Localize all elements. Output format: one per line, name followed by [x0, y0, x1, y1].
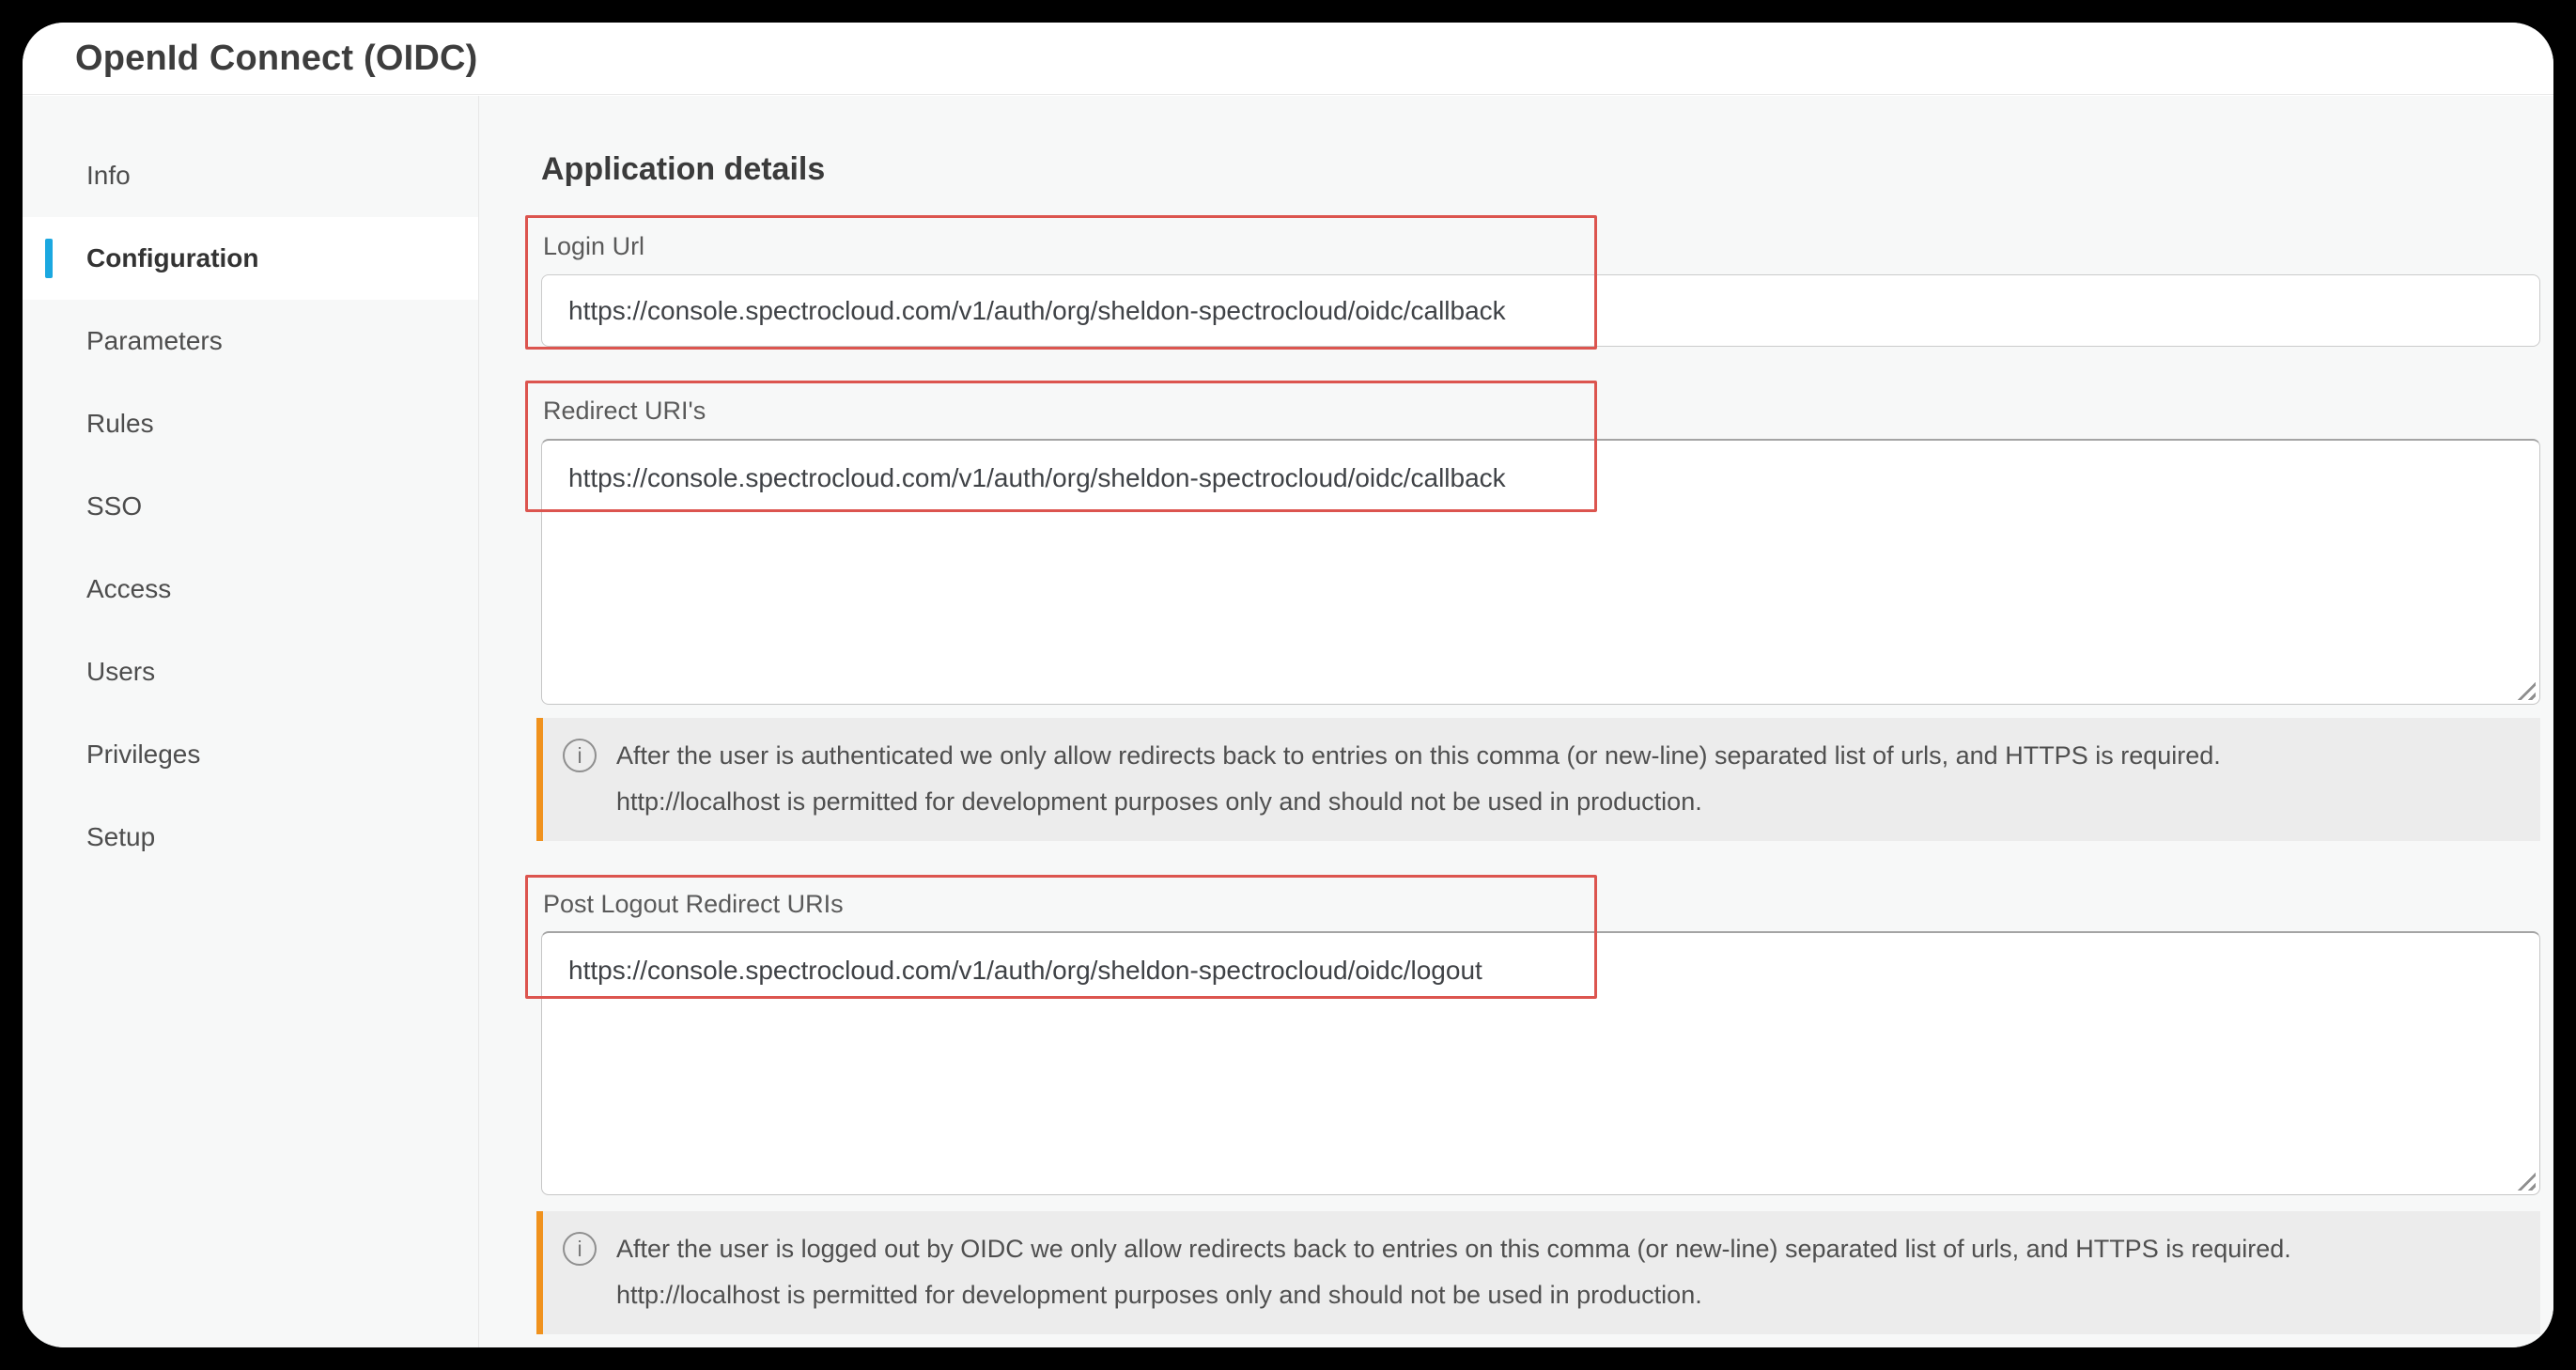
sidebar-item-label: Users [86, 657, 156, 686]
redirect-uris-label: Redirect URI's [543, 397, 706, 425]
post-logout-uris-field [541, 931, 2540, 1195]
sidebar [23, 96, 479, 1347]
sidebar-item-label: SSO [86, 491, 143, 521]
sidebar-item-users[interactable] [23, 631, 478, 713]
sidebar-item-parameters[interactable] [23, 300, 478, 382]
login-url-input[interactable] [541, 274, 2540, 347]
sidebar-item-access[interactable] [23, 548, 478, 631]
login-url-label: Login Url [543, 232, 645, 260]
sidebar-item-label: Rules [86, 409, 154, 438]
note-line-1: After the user is logged out by OIDC we only allow redirects back to entries on this comma (or new-line) separated list of urls, and HTTPS is required. [616, 1235, 2291, 1263]
sidebar-item-privileges[interactable] [23, 713, 478, 796]
oidc-settings-window [23, 23, 2553, 1347]
main-content [480, 96, 2553, 1347]
info-icon: i [563, 739, 597, 772]
redirect-uris-field [541, 439, 2540, 705]
note-line-2: http://localhost is permitted for development purposes only and should not be used in production. [616, 1281, 1702, 1309]
page-title: OpenId Connect (OIDC) [75, 38, 478, 78]
sidebar-item-setup[interactable] [23, 796, 478, 879]
title-bar [23, 23, 2553, 95]
info-icon: i [563, 1232, 597, 1266]
sidebar-item-label: Info [86, 161, 131, 190]
sidebar-item-info[interactable] [23, 134, 478, 217]
sidebar-item-rules[interactable] [23, 382, 478, 465]
sidebar-item-label: Setup [86, 822, 156, 851]
app-body [23, 96, 2553, 1347]
sidebar-item-label: Access [86, 574, 172, 603]
note-line-2: http://localhost is permitted for development purposes only and should not be used in production. [616, 787, 1702, 816]
sidebar-item-label: Configuration [86, 243, 259, 272]
sidebar-item-sso[interactable] [23, 465, 478, 548]
sidebar-item-label: Parameters [86, 326, 223, 355]
redirect-uris-textarea[interactable] [541, 439, 2540, 705]
section-heading: Application details [541, 151, 826, 187]
active-indicator-bar [45, 239, 53, 278]
redirect-uris-info-note [536, 718, 2540, 841]
note-line-1: After the user is authenticated we only allow redirects back to entries on this comma (or new-line) separated list of urls, and HTTPS is required. [616, 741, 2221, 770]
sidebar-item-label: Privileges [86, 739, 201, 769]
post-logout-uris-textarea[interactable] [541, 931, 2540, 1195]
sidebar-item-configuration[interactable] [23, 217, 478, 300]
post-logout-uris-label: Post Logout Redirect URIs [543, 890, 844, 918]
post-logout-info-note [536, 1211, 2540, 1334]
